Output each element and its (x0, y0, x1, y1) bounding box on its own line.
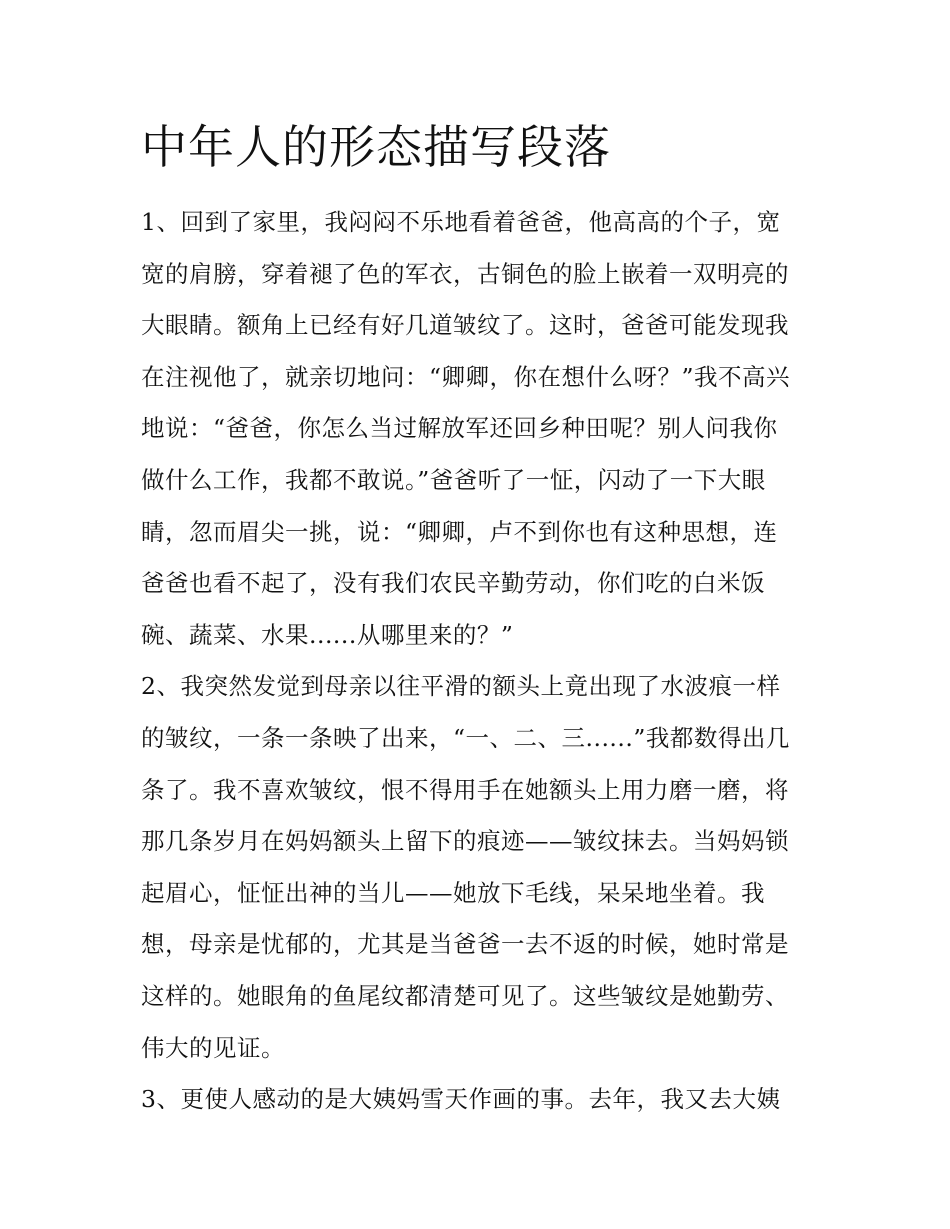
text-line: 伟大的见证。 (141, 1033, 285, 1062)
text-line: 碗、蔬菜、水果......从哪里来的？” (141, 620, 514, 649)
text-line: 睛，忽而眉尖一挑，说：“卿卿，卢不到你也有这种思想，连 (141, 517, 778, 546)
text-line: 这样的。她眼角的鱼尾纹都清楚可见了。这些皱纹是她勤劳、 (141, 981, 789, 1010)
document-body (141, 197, 821, 1126)
text-line: 想，母亲是忧郁的，尤其是当爸爸一去不返的时候，她时常是 (141, 930, 789, 959)
text-line: 的皱纹，一条一条映了出来，“一、二、三......”我都数得出几 (141, 723, 790, 752)
text-line: 2、我突然发觉到母亲以往平滑的额头上竟出现了水波痕一样 (141, 672, 781, 701)
text-line: 爸爸也看不起了，没有我们农民辛勤劳动，你们吃的白米饭 (141, 569, 765, 598)
text-line: 大眼睛。额角上已经有好几道皱纹了。这时，爸爸可能发现我 (141, 311, 789, 340)
text-line: 地说：“爸爸，你怎么当过解放军还回乡种田呢？别人问我你 (141, 414, 778, 443)
text-line: 做什么工作，我都不敢说。”爸爸听了一怔，闪动了一下大眼 (141, 465, 766, 494)
text-line: 条了。我不喜欢皱纹，恨不得用手在她额头上用力磨一磨，将 (141, 775, 789, 804)
text-line: 在注视他了，就亲切地问：“卿卿，你在想什么呀？”我不高兴 (141, 362, 791, 391)
text-line: 那几条岁月在妈妈额头上留下的痕迹——皱纹抹去。当妈妈锁 (141, 827, 789, 856)
text-line: 1、回到了家里，我闷闷不乐地看着爸爸，他高高的个子，宽 (141, 208, 781, 236)
text-line: 起眉心，怔怔出神的当儿——她放下毛线，呆呆地坐着。我 (141, 878, 765, 907)
text-line: 宽的肩膀，穿着褪了色的军衣，古铜色的脸上嵌着一双明亮的 (141, 259, 789, 288)
text-line: 3、更使人感动的是大姨妈雪天作画的事。去年，我又去大姨 (141, 1085, 781, 1114)
document-title: 中年人的形态描写段落 (141, 120, 611, 174)
